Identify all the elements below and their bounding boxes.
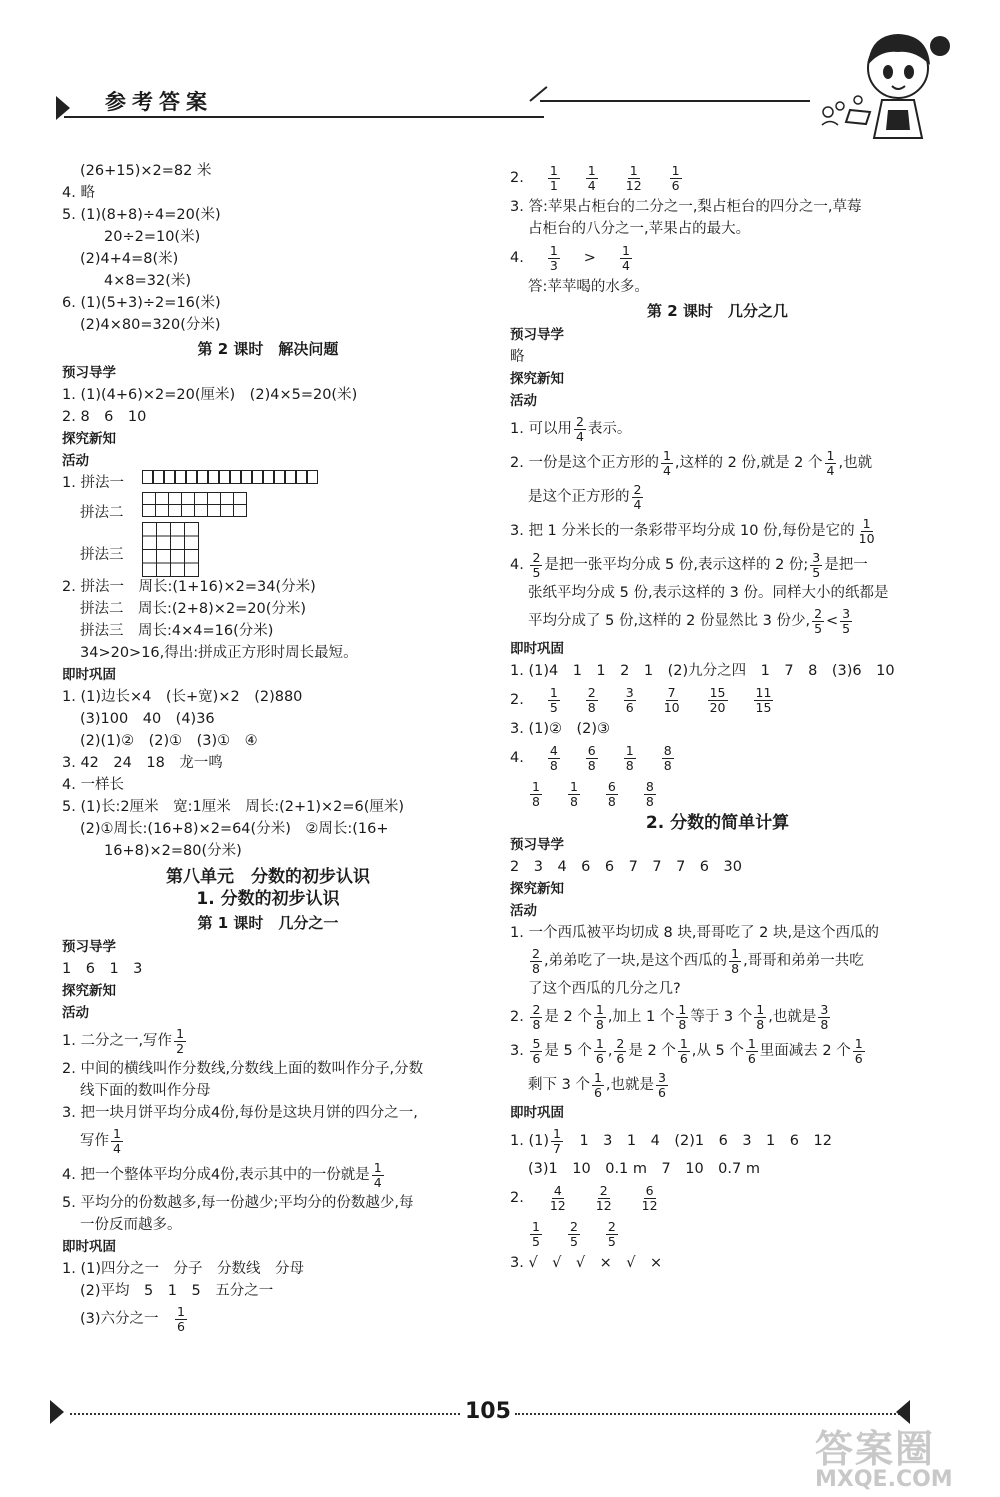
answer-line: [510, 514, 925, 548]
left-column: [62, 160, 474, 1336]
fraction: $\frac{1}{4}$: [662, 447, 671, 478]
answer-line: [510, 480, 925, 514]
answer-text: 2.: [510, 170, 524, 186]
answer-line: 3. √ √ √ × √ ×: [510, 1255, 663, 1271]
watermark: [815, 1418, 953, 1492]
answer-line: 2. 8 6 10: [62, 409, 147, 425]
fraction: $\frac{1}{8}$: [625, 742, 634, 773]
answer-text: 表示。: [587, 421, 632, 437]
fraction: $\frac{3}{6}$: [625, 684, 634, 715]
fraction: $\frac{1}{2}$: [176, 1025, 185, 1056]
fraction: $\frac{2}{6}$: [616, 1035, 625, 1066]
answer-line: 线下面的数叫作分母: [80, 1083, 211, 1099]
fraction: $\frac{6}{12}$: [641, 1182, 658, 1213]
fraction: $\frac{1}{6}$: [593, 1069, 602, 1100]
header-title: 参考答案: [105, 90, 213, 114]
fraction: $\frac{3}{5}$: [842, 605, 851, 636]
answer-line: 4. 略: [62, 185, 95, 201]
fraction: $\frac{1}{4}$: [587, 162, 596, 193]
answer-text: ,也就是: [605, 1077, 655, 1093]
answer-text: 3. 把 1 分米长的一条彩带平均分成 10 份,每份是它的: [510, 523, 855, 539]
fraction: $\frac{15}{20}$: [709, 684, 726, 715]
answer-line: 3. (1)② (2)③: [510, 721, 611, 737]
answer-line: [62, 1024, 474, 1058]
fraction: $\frac{7}{10}$: [663, 684, 680, 715]
answer-line: 3. $\frac{5}{6}$ 是 5 个 $\frac{1}{6}$ , $\frac{2}{6}$ 是 2 个 $\frac{1}{6}$ ,从 5 个 $\frac{1}{6}$ 里面减去 2 个 $\frac{1}{6}$: [510, 1035, 863, 1066]
answer-line: 答:苹苹喝的水多。: [528, 279, 649, 295]
section-heading: 1. 分数的初步认识: [196, 889, 340, 909]
answer-line: 张纸平均分成 5 份,表示这样的 3 份。同样大小的纸都是: [528, 585, 889, 601]
section-heading: 2. 分数的简单计算: [645, 813, 790, 833]
fraction: $\frac{2}{8}$: [587, 684, 596, 715]
answer-text: ,弟弟吃了一块,是这个西瓜的: [543, 953, 728, 969]
lesson-heading: 第 1 课时 几分之一: [197, 914, 339, 932]
answer-line: 1. (1)四分之一 分子 分数线 分母: [62, 1261, 304, 1277]
answer-line: [62, 1302, 474, 1336]
header-rule: [64, 116, 544, 118]
fraction: $\frac{1}{6}$: [671, 162, 680, 193]
answer-line: 拼法二: [80, 505, 124, 521]
answer-text: ,哥哥和弟弟一共吃: [743, 953, 864, 969]
section-label: 即时巩固: [510, 1105, 564, 1121]
section-label: 预习导学: [510, 327, 564, 343]
arrangement-figures: [62, 472, 474, 576]
fraction-row: [510, 160, 925, 196]
answer-line: 3. 把一块月饼平均分成4份,每份是这块月饼的四分之一,: [62, 1105, 418, 1121]
section-label: 探究新知: [62, 983, 116, 999]
fraction: $\frac{1}{5}$: [532, 1218, 540, 1249]
fraction: $\frac{4}{8}$: [549, 742, 558, 773]
answer-line: [510, 412, 925, 446]
answer-line: 34>20>16,得出:拼成正方形时周长最短。: [80, 645, 358, 661]
section-label: 探究新知: [62, 431, 116, 447]
answer-text: 4. 把一个整体平均分成4份,表示其中的一份就是: [62, 1167, 370, 1183]
answer-text: 1. 可以用: [510, 421, 572, 437]
header-rule-right: [540, 100, 810, 102]
fraction: $\frac{8}{8}$: [663, 742, 672, 773]
section-label: 预习导学: [62, 939, 116, 955]
section-label: 活动: [62, 1005, 89, 1021]
answer-line: [510, 1124, 925, 1158]
answer-line: 平均分成了 5 份,这样的 2 份显然比 3 份少, $\frac{2}{5}$ < $\frac{3}{5}$: [528, 605, 851, 636]
page-header: [0, 0, 1000, 150]
fraction: $\frac{1}{12}$: [625, 162, 642, 193]
answer-line: 占柜台的八分之一,苹果占的最大。: [528, 221, 751, 237]
answer-line: 1. 一个西瓜被平均切成 8 块,哥哥吃了 2 块,是这个西瓜的: [510, 925, 880, 941]
fraction: $\frac{1}{4}$: [621, 242, 630, 273]
answer-line: 3. 42 24 18 龙一鸣: [62, 755, 223, 771]
fraction: $\frac{2}{8}$: [532, 945, 540, 976]
fraction: $\frac{1}{4}$: [373, 1159, 382, 1190]
page-number: 105: [465, 1399, 511, 1424]
answer-line: (2)(1)② (2)① (3)① ④: [80, 733, 258, 749]
fraction: $\frac{2}{12}$: [595, 1182, 612, 1213]
answer-text: 是 5 个: [544, 1043, 592, 1059]
fraction: $\frac{1}{6}$: [747, 1035, 756, 1066]
answer-text: 平均分成了 5 份,这样的 2 份显然比 3 份少,: [528, 613, 811, 629]
section-label: 活动: [510, 903, 537, 919]
arrow-icon: [50, 1400, 64, 1424]
answer-text: 是把一张平均分成 5 份,表示这样的 2 份;: [544, 557, 809, 573]
fraction: $\frac{1}{8}$: [595, 1001, 604, 1032]
answer-text: 剩下 3 个: [528, 1077, 590, 1093]
answer-line: 拼法三 周长:4×4=16(分米): [80, 623, 274, 639]
fraction: $\frac{1}{6}$: [679, 1035, 688, 1066]
answer-line: [510, 446, 925, 480]
answer-line: 6. (1)(5+3)÷2=16(米): [62, 295, 221, 311]
fraction: $\frac{1}{3}$: [549, 242, 558, 273]
answer-text: ,加上 1 个: [607, 1009, 675, 1025]
answer-text: 是把一: [824, 557, 868, 573]
fraction-row: 2. $\frac{4}{12}$ $\frac{2}{12}$ $\frac{6}{12}$: [510, 1182, 658, 1213]
section-label: 探究新知: [510, 881, 564, 897]
answer-line: 3. 答:苹果占柜台的二分之一,梨占柜台的四分之一,草莓: [510, 199, 862, 215]
fraction: $\frac{5}{6}$: [532, 1035, 541, 1066]
answer-line: (3)1 10 0.1 m 7 10 0.7 m: [528, 1161, 760, 1177]
fraction: $\frac{11}{15}$: [755, 684, 772, 715]
answer-text: 2. 一份是这个正方形的: [510, 455, 659, 471]
answer-text: 写作: [80, 1133, 109, 1149]
section-label: 即时巩固: [510, 641, 564, 657]
answer-line: 拼法三: [80, 547, 124, 563]
arrangement-three-grid: [142, 522, 202, 578]
answer-line: 略: [510, 349, 525, 365]
answer-line: (26+15)×2=82 米: [80, 163, 212, 179]
footer-rule: [70, 1413, 460, 1415]
answer-line: 5. 平均分的份数越多,每一份越少;平均分的份数越少,每: [62, 1195, 414, 1211]
answer-text: 1. (1): [510, 1133, 549, 1149]
fraction: $\frac{1}{7}$: [552, 1125, 561, 1156]
answer-line: (2)①周长:(16+8)×2=64(分米) ②周长:(16+: [80, 821, 389, 837]
fraction: $\frac{2}{5}$: [569, 1218, 578, 1249]
answer-text: 里面减去 2 个: [759, 1043, 851, 1059]
fraction: $\frac{1}{4}$: [826, 447, 835, 478]
fraction: $\frac{1}{4}$: [113, 1125, 121, 1156]
watermark-text: 答案圈: [815, 1427, 936, 1471]
arrangement-two-grid: [142, 492, 250, 518]
fraction: $\frac{1}{6}$: [177, 1303, 185, 1334]
answer-line: 1. (1)(4+6)×2=20(厘米) (2)4×5=20(米): [62, 387, 358, 403]
fraction: $\frac{8}{8}$: [645, 778, 654, 809]
fraction: $\frac{2}{5}$: [814, 605, 823, 636]
answer-line: [62, 1158, 474, 1192]
answer-line: 4. 一样长: [62, 777, 124, 793]
fraction: $\frac{2}{4}$: [633, 481, 642, 512]
fraction-row: 4. $\frac{1}{3}$ > $\frac{1}{4}$: [510, 242, 630, 273]
section-label: 即时巩固: [62, 1239, 116, 1255]
fraction: $\frac{1}{10}$: [858, 515, 875, 546]
answer-line: 拼法二 周长:(2+8)×2=20(分米): [80, 601, 307, 617]
answer-line: 1. (1)4 1 1 2 1 (2)九分之四 1 7 8 (3)6 10: [510, 663, 895, 679]
answer-line: (2)平均 5 1 5 五分之一: [80, 1283, 274, 1299]
fraction: $\frac{6}{8}$: [607, 778, 616, 809]
answer-line: (2)4×80=320(分米): [80, 317, 221, 333]
fraction: $\frac{4}{12}$: [549, 1182, 566, 1213]
answer-text: 是 2 个: [544, 1009, 592, 1025]
fraction: $\frac{2}{4}$: [575, 413, 584, 444]
answer-line: 4×8=32(米): [104, 273, 192, 289]
answer-line: 4. $\frac{2}{5}$ 是把一张平均分成 5 份,表示这样的 2 份; $\frac{3}{5}$ 是把一: [510, 549, 868, 580]
answer-line: [62, 1124, 474, 1158]
fraction: $\frac{2}{5}$: [607, 1218, 616, 1249]
fraction: $\frac{1}{8}$: [678, 1001, 687, 1032]
fraction: $\frac{6}{8}$: [587, 742, 596, 773]
fraction: $\frac{3}{6}$: [658, 1069, 666, 1100]
lesson-heading: 第 2 课时 几分之几: [647, 302, 788, 320]
footer-rule: [515, 1413, 900, 1415]
answer-text: (3)六分之一: [80, 1311, 159, 1327]
section-label: 预习导学: [510, 837, 564, 853]
answer-line: [510, 1068, 925, 1102]
answer-line: 5. (1)长:2厘米 宽:1厘米 周长:(2+1)×2=6(厘米): [62, 799, 405, 815]
answer-line: 2 3 4 6 6 7 7 7 6 30: [510, 859, 742, 875]
answer-line: 了这个西瓜的几分之几?: [528, 981, 681, 997]
answer-line: 20÷2=10(米): [104, 229, 201, 245]
answer-text: 1 3 1 4 (2)1 6 3 1 6 12: [579, 1133, 832, 1149]
answer-line: 1 6 1 3: [62, 961, 143, 977]
fraction: $\frac{3}{8}$: [820, 1001, 829, 1032]
answer-line: 1. (1)边长×4 (长+宽)×2 (2)880: [62, 689, 303, 705]
fraction: $\frac{1}{8}$: [532, 778, 540, 809]
fraction: $\frac{1}{8}$: [569, 778, 578, 809]
lesson-heading: 第 2 课时 解决问题: [197, 340, 339, 358]
answer-text: 是这个正方形的: [528, 489, 630, 505]
answer-text: 等于 3 个: [690, 1009, 753, 1025]
answer-line: (2)4+4=8(米): [80, 251, 179, 267]
arrangement-one-grid: [142, 470, 318, 484]
right-column: [510, 160, 925, 1274]
fraction: $\frac{1}{8}$: [756, 1001, 765, 1032]
fraction: $\frac{3}{5}$: [812, 549, 821, 580]
fraction: $\frac{1}{8}$: [731, 945, 740, 976]
answer-line: 16+8)×2=80(分米): [104, 843, 242, 859]
answer-line: 2. $\frac{2}{8}$ 是 2 个 $\frac{1}{8}$ ,加上 1 个 $\frac{1}{8}$ 等于 3 个 $\frac{1}{8}$ ,也就是 $\frac{3}{8}$: [510, 1001, 829, 1032]
answer-line: 1. 拼法一: [62, 475, 124, 491]
watermark-url: MXQE.COM: [815, 1467, 953, 1492]
fraction-row: [510, 1216, 925, 1252]
fraction: $\frac{2}{5}$: [532, 549, 541, 580]
section-label: 探究新知: [510, 371, 564, 387]
fraction: $\frac{1}{6}$: [595, 1035, 604, 1066]
fraction-row: 4. $\frac{4}{8}$ $\frac{6}{8}$ $\frac{1}{8}$ $\frac{8}{8}$: [510, 742, 672, 773]
answer-text: ,也就是: [768, 1009, 817, 1025]
fraction: $\frac{2}{8}$: [532, 1001, 541, 1032]
answer-text: ,从 5 个: [691, 1043, 744, 1059]
fraction: $\frac{1}{6}$: [854, 1035, 863, 1066]
section-label: 即时巩固: [62, 667, 116, 683]
answer-line: 5. (1)(8+8)÷4=20(米): [62, 207, 221, 223]
answer-text: ,这样的 2 份,就是 2 个: [674, 455, 823, 471]
section-label: 活动: [510, 393, 537, 409]
answer-line: 2. 拼法一 周长:(1+16)×2=34(分米): [62, 579, 316, 595]
section-label: 活动: [62, 453, 89, 469]
fraction-row: 2. $\frac{1}{5}$ $\frac{2}{8}$ $\frac{3}{6}$ $\frac{7}{10}$ $\frac{15}{20}$ $\frac{11}{15}$: [510, 684, 772, 715]
unit-heading: 第八单元 分数的初步认识: [166, 867, 370, 887]
answer-text: 1. 二分之一,写作: [62, 1033, 173, 1049]
answer-line: 一份反而越多。: [80, 1217, 182, 1233]
answer-text: 是 2 个: [628, 1043, 676, 1059]
fraction-row: [510, 776, 925, 812]
section-label: 预习导学: [62, 365, 116, 381]
answer-line: [510, 944, 925, 978]
answer-line: (3)100 40 (4)36: [80, 711, 215, 727]
answer-line: 2. 中间的横线叫作分数线,分数线上面的数叫作分子,分数: [62, 1061, 424, 1077]
fraction: $\frac{1}{1}$: [549, 162, 558, 193]
fraction: $\frac{1}{5}$: [549, 684, 558, 715]
answer-text: ,也就: [838, 455, 873, 471]
answer-text: 4.: [510, 250, 524, 266]
girl-mascot-icon: [810, 20, 970, 145]
